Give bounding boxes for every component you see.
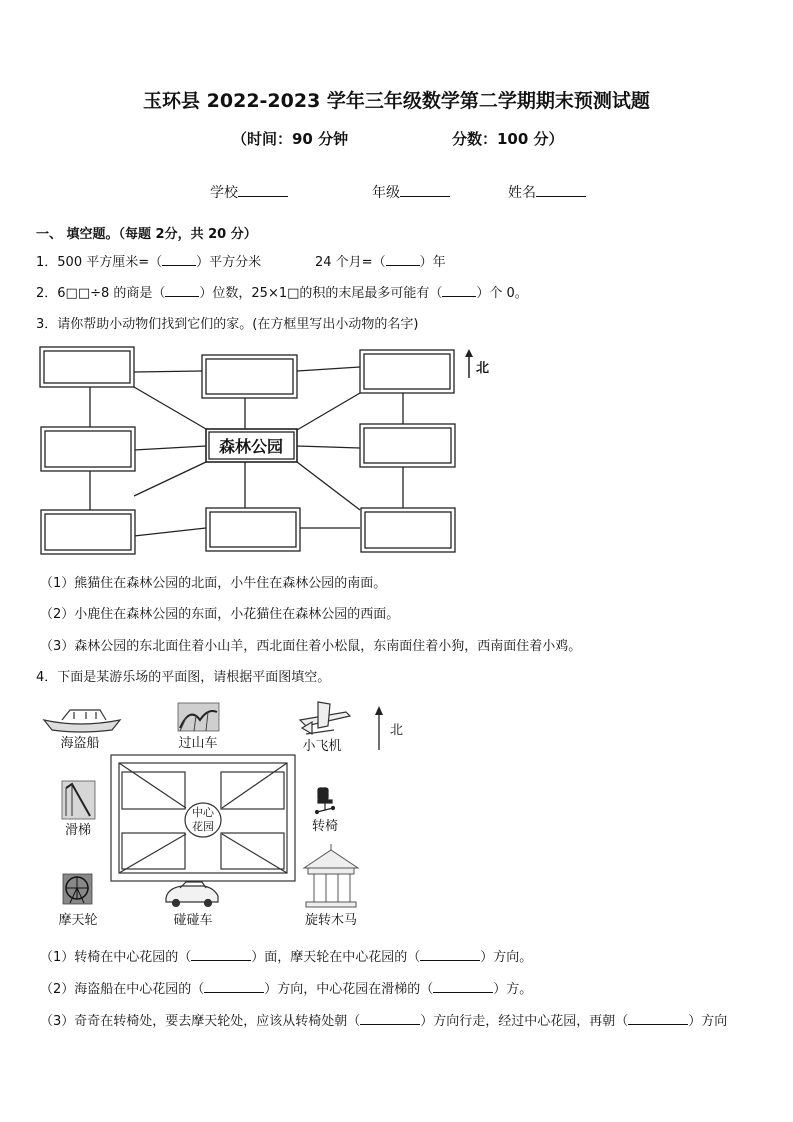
- north-house-box[interactable]: [202, 355, 297, 398]
- q4s1-text-2: ）面，摩天轮在中心花园的（: [251, 950, 421, 965]
- grade-label: 年级: [372, 185, 400, 201]
- q3-statement-1: （1）熊猫住在森林公园的北面，小牛住在森林公园的南面。: [40, 576, 387, 591]
- school-field[interactable]: [210, 182, 288, 202]
- q4-statement-3: [40, 1010, 727, 1029]
- carousel-label: 旋转木马: [304, 913, 358, 928]
- question-3-stem: 3．请你帮助小动物们找到它们的家。(在方框里写出小动物的名字): [36, 317, 419, 332]
- north-label: 北: [476, 361, 490, 376]
- pirate-ship-label: 海盗船: [60, 736, 100, 751]
- amusement-park-map: [0, 698, 520, 938]
- q4-statement-1: [40, 946, 532, 965]
- q4s1-blank-2[interactable]: [420, 948, 480, 961]
- time-limit: （时间：90 分钟: [232, 130, 349, 148]
- q4s1-text-3: ）方向。: [480, 950, 533, 965]
- q2-text-3: ）个 0。: [476, 286, 528, 301]
- ferris-wheel-label: 摩天轮: [58, 913, 98, 928]
- grade-field[interactable]: [372, 182, 450, 202]
- plane-icon: [300, 702, 350, 734]
- west-house-box[interactable]: [41, 427, 135, 471]
- q3-statement-3: （3）森林公园的东北面住着小山羊，西北面住着小松鼠，东南面住着小狗，西南面住着小鸡。: [40, 639, 582, 654]
- q1b-text: 24 个月=（: [315, 255, 386, 270]
- swivel-chair-icon: [316, 788, 335, 814]
- q4s3-blank-2[interactable]: [628, 1012, 688, 1025]
- pirate-ship-icon: [44, 710, 120, 732]
- q4-statement-2: [40, 978, 532, 997]
- center-garden-label-1: 中心: [192, 806, 214, 819]
- q4s1-blank-1[interactable]: [191, 948, 251, 961]
- question-1b: [315, 251, 446, 270]
- nw-house-box[interactable]: [40, 347, 134, 387]
- q2-blank-2[interactable]: [442, 284, 476, 297]
- slide-label: 滑梯: [64, 823, 92, 838]
- school-label: 学校: [210, 185, 238, 201]
- school-blank[interactable]: [238, 183, 288, 197]
- page-title: 玉环县 2022-2023 学年三年级数学第二学期期末预测试题: [143, 90, 650, 112]
- grade-blank[interactable]: [400, 183, 450, 197]
- roller-coaster-label: 过山车: [178, 736, 218, 751]
- lawn-nw: [122, 772, 185, 809]
- bumper-car-icon: [166, 882, 218, 907]
- east-house-box[interactable]: [360, 424, 455, 467]
- plane-label: 小飞机: [302, 739, 342, 754]
- swivel-chair-label: 转椅: [311, 819, 339, 834]
- lawn-sw: [122, 833, 185, 869]
- park-north-label: 北: [390, 723, 404, 738]
- slide-icon: [62, 781, 95, 819]
- ne-house-box[interactable]: [360, 350, 454, 393]
- se-house-box[interactable]: [361, 508, 455, 552]
- q2-text-1: 2．6□□÷8 的商是（: [36, 286, 166, 301]
- q4s3-blank-1[interactable]: [360, 1012, 420, 1025]
- q4s2-text-2: ）方向，中心花园在滑梯的（: [264, 982, 434, 997]
- q1a-text: 1．500 平方厘米=（: [36, 255, 163, 270]
- q1a-suffix: ）平方分米: [196, 255, 262, 270]
- q1b-blank[interactable]: [386, 253, 420, 266]
- center-garden-label-2: 花园: [192, 820, 214, 833]
- q4s3-text-2: ）方向行走，经过中心花园，再朝（: [420, 1014, 629, 1029]
- ferris-wheel-icon: [63, 874, 92, 904]
- q4s2-blank-1[interactable]: [204, 980, 264, 993]
- q4s2-text-3: ）方。: [493, 982, 533, 997]
- forest-park-label: 森林公园: [218, 437, 284, 456]
- total-score: 分数：100 分）: [452, 130, 564, 148]
- q4s2-blank-2[interactable]: [433, 980, 493, 993]
- sw-house-box[interactable]: [41, 510, 135, 554]
- question-1a: [36, 251, 261, 270]
- park-north-arrow: [375, 706, 383, 750]
- q2-text-2: ）位数，25×1□的积的末尾最多可能有（: [199, 286, 443, 301]
- north-arrow: [465, 349, 473, 378]
- name-label: 姓名: [508, 185, 536, 201]
- q1a-blank[interactable]: [162, 253, 196, 266]
- name-blank[interactable]: [536, 183, 586, 197]
- q1b-suffix: ）年: [419, 255, 446, 270]
- section-heading: 一、 填空题。（每题 2分，共 20 分）: [36, 227, 257, 242]
- question-4-stem: 4．下面是某游乐场的平面图，请根据平面图填空。: [36, 670, 331, 685]
- q3-statement-2: （2）小鹿住在森林公园的东面，小花猫住在森林公园的西面。: [40, 607, 400, 622]
- q4s1-text-1: （1）转椅在中心花园的（: [40, 950, 192, 965]
- south-house-box[interactable]: [206, 508, 300, 551]
- q4s3-text-3: ）方向: [688, 1014, 728, 1029]
- carousel-icon: [304, 844, 358, 907]
- q4s3-text-1: （3）奇奇在转椅处，要去摩天轮处，应该从转椅处朝（: [40, 1014, 361, 1029]
- roller-coaster-icon: [178, 703, 219, 731]
- name-field[interactable]: [508, 182, 586, 202]
- bumper-car-label: 碰碰车: [173, 913, 213, 928]
- forest-park-diagram: [0, 340, 520, 562]
- question-2: [36, 282, 528, 301]
- q2-blank-1[interactable]: [165, 284, 199, 297]
- q4s2-text-1: （2）海盗船在中心花园的（: [40, 982, 205, 997]
- lawn-ne: [221, 772, 284, 809]
